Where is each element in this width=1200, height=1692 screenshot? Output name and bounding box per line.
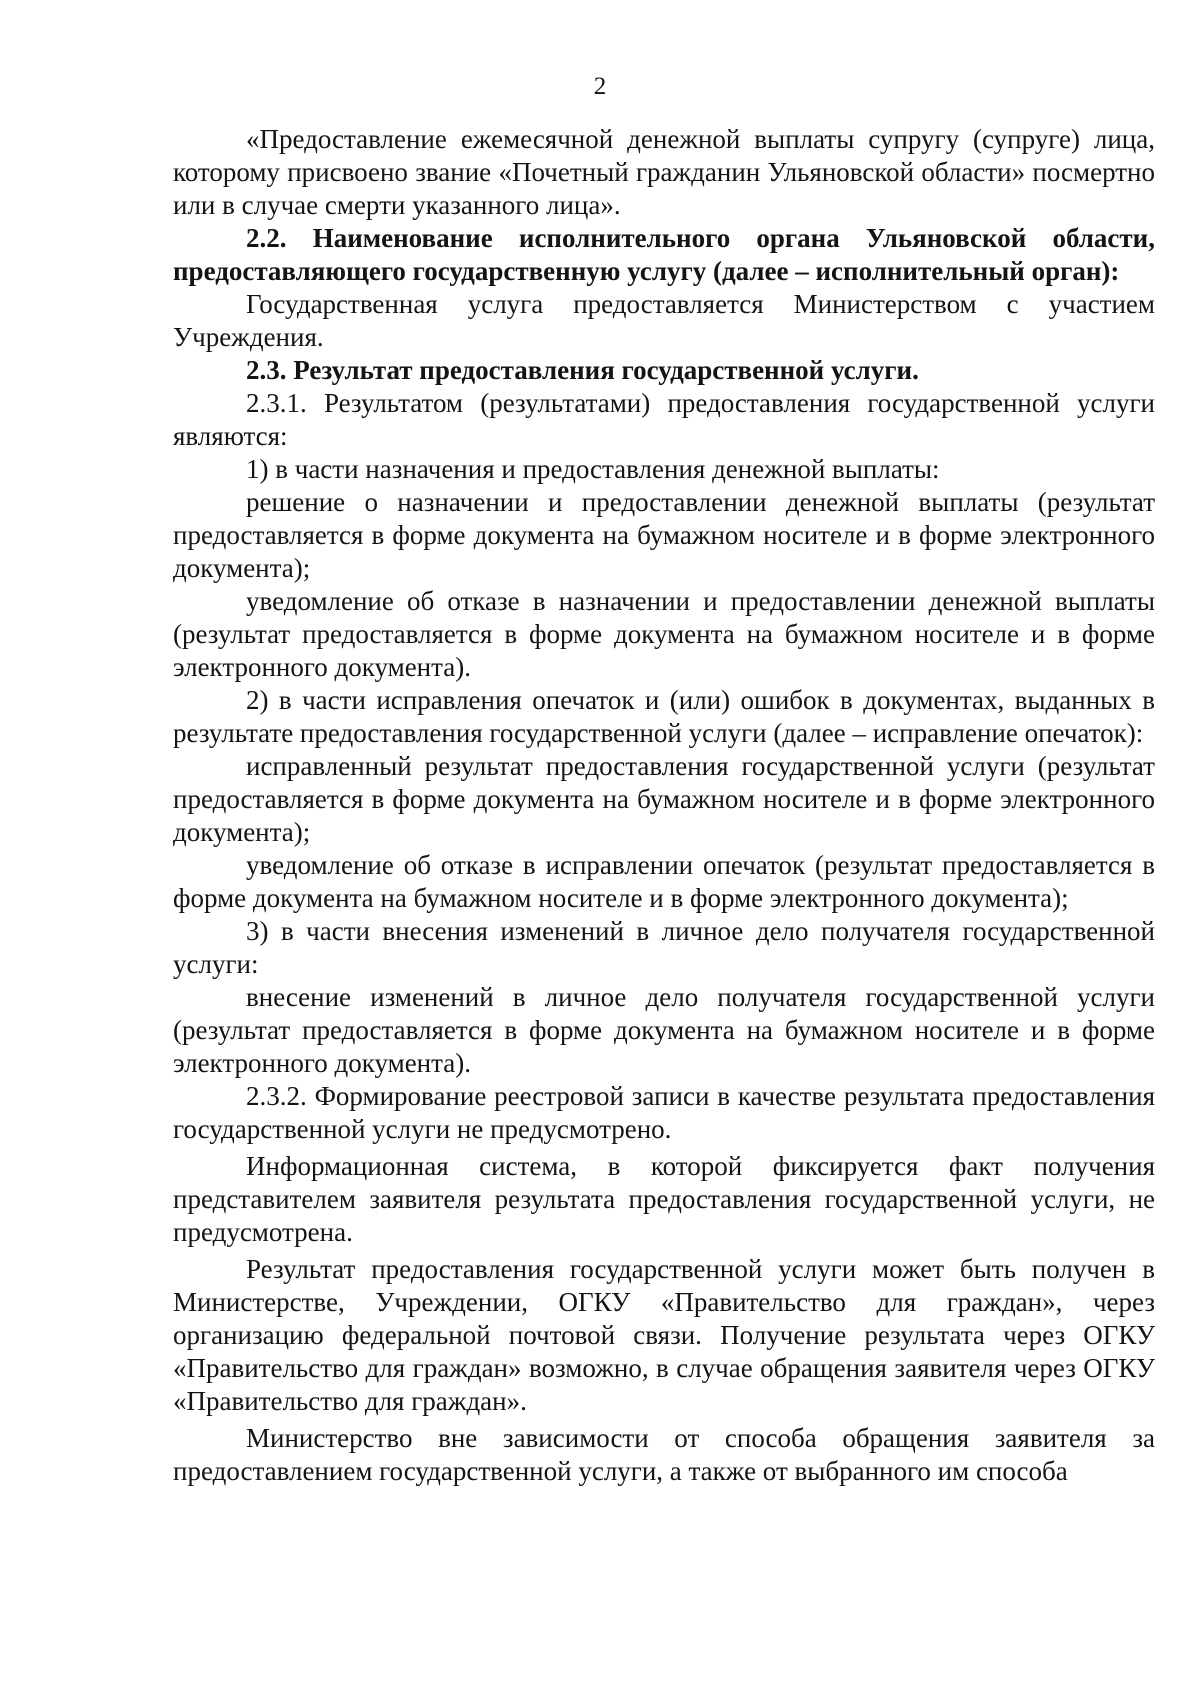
- list-item-2-typo-correction: 2) в части исправления опечаток и (или) ошибок в документах, выданных в результате предоставления государственной услуги (далее – исправление опечаток):: [173, 685, 1155, 748]
- list-item-1-payment-assignment: 1) в части назначения и предоставления денежной выплаты:: [246, 454, 940, 484]
- heading-2-2-executive-body: 2.2. Наименование исполнительного органа Ульяновской области, предоставляющего государственную услугу (далее – исполнительный орган):: [173, 223, 1155, 286]
- paragraph-ministry-obligation: Министерство вне зависимости от способа обращения заявителя за предоставлением государственной услуги, а также от выбранного им способа: [173, 1423, 1155, 1486]
- paragraph-service-title: «Предоставление ежемесячной денежной выплаты супругу (супруге) лица, которому присвоено звание «Почетный гражданин Ульяновской области» посмертно или в случае смерти указанного лица».: [173, 124, 1155, 220]
- paragraph-2-3-2-registry-record: 2.3.2. Формирование реестровой записи в качестве результата предоставления государственной услуги не предусмотрено.: [173, 1081, 1155, 1144]
- paragraph-assignment-refusal: уведомление об отказе в назначении и предоставлении денежной выплаты (результат предоставляется в форме документа на бумажном носителе и в форме электронного документа).: [173, 586, 1155, 682]
- list-item-3-personal-file-changes: 3) в части внесения изменений в личное дело получателя государственной услуги:: [173, 916, 1155, 979]
- paragraph-personal-file-changes: внесение изменений в личное дело получателя государственной услуги (результат предоставляется в форме документа на бумажном носителе и в форме электронного документа).: [173, 982, 1155, 1078]
- paragraph-corrected-result: исправленный результат предоставления государственной услуги (результат предоставляется в форме документа на бумажном носителе и в форме электронного документа);: [173, 751, 1155, 847]
- paragraph-result-delivery: Результат предоставления государственной услуги может быть получен в Министерстве, Учреждении, ОГКУ «Правительство для граждан», через организацию федеральной почтовой связи. Получение результата через ОГКУ «Правительство для граждан» возможно, в случае обращения заявителя через ОГКУ «Правительство для граждан».: [173, 1254, 1155, 1416]
- paragraph-assignment-decision: решение о назначении и предоставлении денежной выплаты (результат предоставляется в форме документа на бумажном носителе и в форме электронного документа);: [173, 487, 1155, 583]
- page-number: 2: [593, 73, 607, 100]
- paragraph-2-3-1-results: 2.3.1. Результатом (результатами) предоставления государственной услуги являются:: [173, 388, 1155, 451]
- document-body: [173, 123, 1155, 1488]
- paragraph-information-system: Информационная система, в которой фиксируется факт получения представителем заявителя результата предоставления государственной услуги, не предусмотрена.: [173, 1151, 1155, 1247]
- heading-2-3-service-result: 2.3. Результат предоставления государственной услуги.: [246, 355, 919, 385]
- paragraph-correction-refusal: уведомление об отказе в исправлении опечаток (результат предоставляется в форме документа на бумажном носителе и в форме электронного документа);: [173, 850, 1155, 913]
- paragraph-service-provider: Государственная услуга предоставляется Министерством с участием Учреждения.: [173, 289, 1155, 352]
